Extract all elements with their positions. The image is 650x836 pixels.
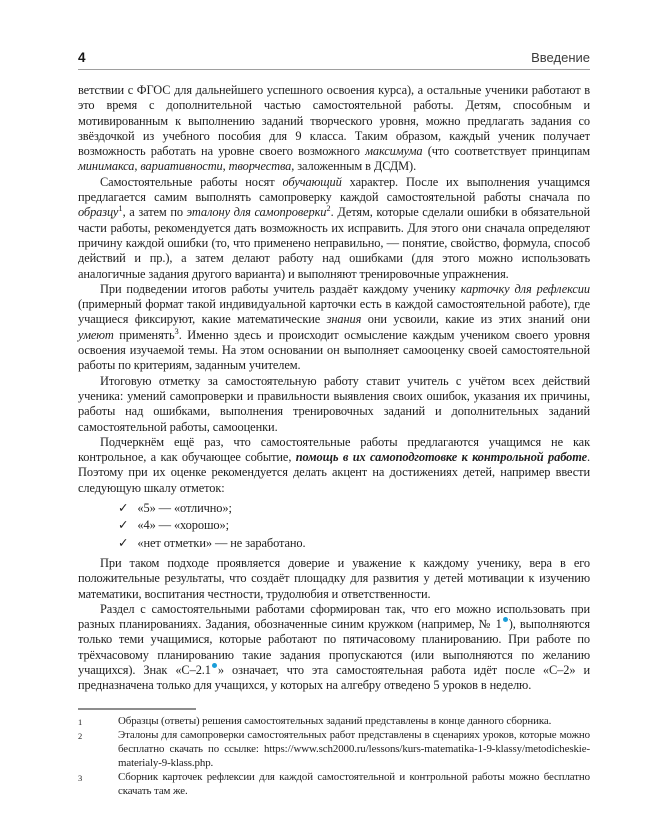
emphasized-text-run: знания (326, 312, 362, 327)
text-run: , (222, 159, 229, 174)
list-item (118, 535, 590, 552)
paragraph (78, 435, 590, 496)
section-title: Введение (531, 50, 590, 65)
footnote-number: 1 (78, 716, 83, 727)
text-run: ), выполняются только теми учащимися, которые работают по пятичасовому планированию. При работе по трёхчасовому планированию такие задания пропускаются (или выполняются по желанию учащихся). Знак «С–2.1 (78, 617, 590, 677)
text-run: » означает, что эта самостоятельная работа идёт после «С–2» и предназначена только для учащихся, у которых на алгебру отведено 5 уроков в неделю. (78, 662, 591, 693)
emphasized-text-run: умеют (78, 327, 114, 342)
paragraph (78, 556, 590, 602)
text-run: они усвоили, какие из этих знаний они (361, 312, 590, 327)
paragraph (78, 602, 590, 694)
text-run: характер. После их выполнения учащимся предлагается самим выполнять самопроверку каждой самостоятельной работы сначала по (78, 174, 590, 205)
body-text (78, 83, 590, 694)
text-run: , (134, 159, 141, 174)
footnote-text: Сборник карточек рефлексии для каждой самостоятельной и контрольной работы можно бесплатно скачать там же. (118, 771, 590, 798)
footnotes (78, 715, 590, 799)
list-item (118, 517, 590, 534)
emphasized-text-run: карточку для рефлексии (460, 281, 590, 296)
text-run: . Именно здесь и происходит осмысление каждым учеником своего уровня освоения изучаемой темы. На этом основании он выполняет самооценку своей самостоятельной работы по критериям, заданным учителем. (78, 327, 590, 373)
grade-scale-list (118, 500, 590, 552)
paragraph (78, 83, 590, 175)
text-run: Раздел с самостоятельными работами сформирован так, что его можно использовать при разных планированиях. Задания, обозначенные синим кружком (например, № 1 (78, 601, 590, 632)
emphasized-text-run: эталону для самопроверки (186, 205, 327, 220)
list-item-text: «4» — «хорошо»; (137, 518, 229, 533)
footnote-reference: 1 (118, 203, 123, 214)
text-run: применять (113, 327, 175, 342)
text-run: (примерный формат такой индивидуальной карточки есть в каждой самостоятельной работе), где учащиеся фиксируют, какие математические (78, 297, 590, 327)
footnote (78, 715, 590, 730)
list-item-text: «5» — «отлично»; (137, 501, 232, 516)
text-run: , а затем по (122, 205, 187, 220)
footnote-text: Образцы (ответы) решения самостоятельных заданий представлены в конце данного сборника. (118, 714, 552, 727)
footnote-text: Эталоны для самопроверки самостоятельных работ представлены в сценариях уроков, которые можно бесплатно скачать по ссылке: https://www.sch2000.ru/lessons/kurs-matematika-1-9-klassy/metodicheskie-materialy-9-klass.php. (118, 729, 590, 770)
paragraph (78, 282, 590, 374)
text-run: Самостоятельные работы носят (100, 174, 283, 189)
footnote-block (78, 708, 590, 799)
text-run: Итоговую отметку за самостоятельную работу ставит учитель с учётом всех действий ученика: умений самопроверки и правильности выявления своих ошибок, указания их причины, работы над ошибками, выполнения тренировочных заданий и дополнительных заданий самостоятельной работы, самооценки. (78, 373, 590, 434)
emphasized-text-run: образцу (78, 205, 119, 220)
emphasized-text-run: творчества (228, 159, 292, 174)
emphasized-text-run: обучающий (282, 174, 342, 189)
text-run: При таком подходе проявляется доверие и уважение к каждому ученику, вера в его положительные результаты, что создаёт площадку для развития у детей мотивации к изучению математики, воспитания честности, трудолюбия и ответственности. (78, 555, 590, 601)
text-run: . Детям, которые сделали ошибки в обязательной части работы, рекомендуется дать возможность их исправить. Для этого они сначала определяют причину каждой ошибки (то, что применено неправильно, — понятие, свойство, формула, способ действий и пр.), а затем делают работу над ошибками (для этого можно использовать аналогичные задания другого варианта) и выполняют тренировочные упражнения. (78, 205, 590, 281)
text-run: ветствии с ФГОС для дальнейшего успешного освоения курса), а остальные ученики работают в это время с дополнительной частью самостоятельной работы. Детям, способным и мотивированным к выполнению заданий творческого уровня, можно предлагать задания со звёздочкой из учебного пособия для 9 класса. Таким образом, каждый ученик получает возможность работать на уровне своего возможного (78, 83, 590, 159)
checkmark-icon: ✓ (118, 518, 129, 533)
checkmark-icon: ✓ (118, 501, 129, 516)
paragraph (78, 175, 590, 282)
footnote-reference: 2 (326, 203, 331, 214)
footnote-number: 2 (78, 731, 83, 742)
text-run: (что соответствует принципам (422, 144, 590, 159)
footnote-reference: 3 (174, 325, 179, 336)
emphasized-text-run: максимума (365, 144, 423, 159)
footnote (78, 771, 590, 799)
page-number: 4 (78, 50, 86, 65)
footnote-separator (78, 708, 196, 710)
list-item-text: «нет отметки» — не заработано. (137, 535, 306, 550)
paragraph (78, 374, 590, 435)
page-header (78, 0, 590, 65)
emphasized-text-run: помощь в их самоподготовке к контрольной работе (295, 450, 587, 465)
blue-circle-marker (503, 617, 508, 622)
text-run: . Поэтому при их оценке рекомендуется делать акцент на достижениях детей, например ввести следующую шкалу отметок: (78, 450, 590, 495)
emphasized-text-run: минимакса (78, 159, 135, 174)
text-run: Подчеркнём ещё раз, что самостоятельные работы предлагаются учащимся не как контрольное, а как обучающее событие, (78, 434, 590, 465)
footnote-number: 3 (78, 773, 83, 784)
text-run: , заложенным в ДСДМ). (291, 159, 417, 174)
text-run: При подведении итогов работы учитель раздаёт каждому ученику (100, 281, 461, 296)
checkmark-icon: ✓ (118, 535, 129, 550)
header-rule (78, 69, 590, 70)
list-item (118, 500, 590, 517)
footnote (78, 729, 590, 771)
blue-circle-marker (212, 663, 217, 668)
emphasized-text-run: вариативности (140, 159, 223, 174)
